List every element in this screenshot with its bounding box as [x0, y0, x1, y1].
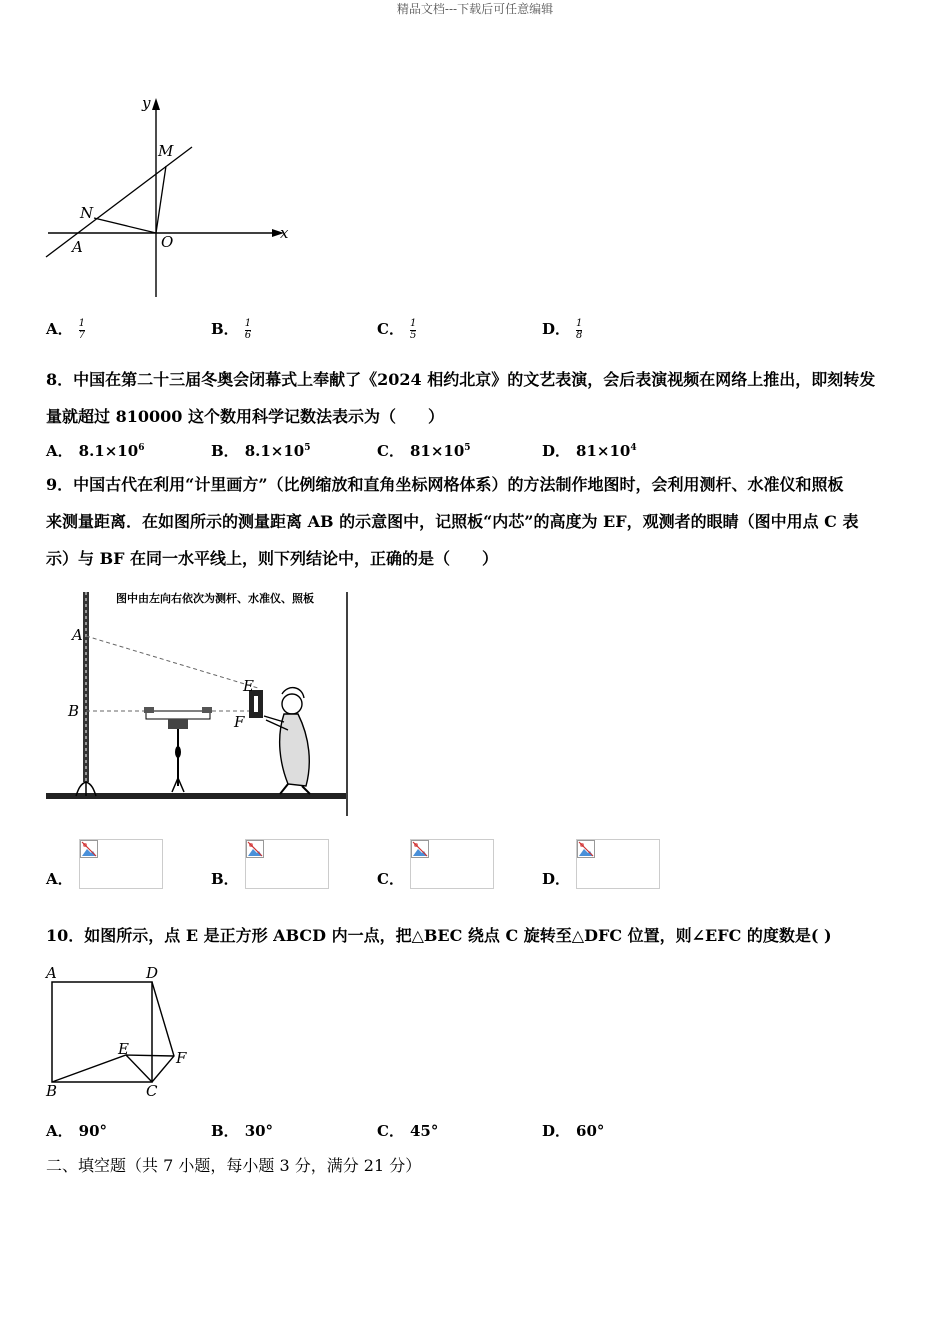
label-N: N	[80, 204, 94, 222]
label-E: E	[118, 1040, 129, 1058]
q8-option-c[interactable]: C． $81\times 10^5$	[377, 442, 471, 460]
q9-option-b[interactable]: B．	[211, 839, 329, 889]
q7-option-c[interactable]: C． $\frac{1}{5}$	[377, 317, 417, 341]
section-heading: 二、填空题（共 7 小题，每小题 3 分，满分 21 分）	[46, 1156, 422, 1175]
q9-text-line1: 9．中国古代在利用“计里画方”（比例缩放和直角坐标网格体系）的方法制作地图时，会利用测杆、水准仪和照板	[46, 475, 844, 494]
label-M: M	[158, 142, 174, 160]
broken-image-icon	[411, 840, 429, 858]
option-image-placeholder	[410, 839, 494, 889]
broken-image-icon	[577, 840, 595, 858]
label-F: F	[234, 713, 245, 731]
fraction: $\frac{1}{6}$	[244, 317, 252, 341]
fraction: $\frac{1}{7}$	[78, 317, 86, 341]
q7-option-d[interactable]: D． $\frac{1}{8}$	[542, 317, 583, 341]
label-B: B	[46, 1082, 58, 1100]
broken-image-icon	[80, 840, 98, 858]
q8-text-line1: 8．中国在第二十三届冬奥会闭幕式上奉献了《2024 相约北京》的文艺表演，会后表演视频在网络上推出，即刻转发	[46, 370, 876, 389]
figure-caption: 图中由左向右依次为测杆、水准仪、照板	[116, 592, 314, 605]
q9-surveying-figure	[44, 588, 352, 820]
q10-option-d[interactable]: D． 60°	[542, 1122, 605, 1140]
q10-option-c[interactable]: C． 45°	[377, 1122, 439, 1140]
label-A: A	[72, 626, 83, 644]
label-A: A	[46, 964, 57, 982]
broken-image-icon	[246, 840, 264, 858]
q8-option-a[interactable]: A． $8.1\times 10^6$	[46, 442, 145, 460]
q7-option-a[interactable]: A． $\frac{1}{7}$	[46, 317, 86, 341]
label-y: y	[142, 94, 151, 112]
q10-option-a[interactable]: A． 90°	[46, 1122, 108, 1140]
fraction: $\frac{1}{8}$	[576, 317, 583, 341]
q9-option-c[interactable]: C．	[377, 839, 494, 889]
page-header: 精品文档---下载后可任意编辑	[396, 2, 554, 16]
q9-option-a[interactable]: A．	[46, 839, 163, 889]
label-D: D	[146, 964, 159, 982]
q10-square-figure	[40, 962, 200, 1102]
q10-option-b[interactable]: B． 30°	[211, 1122, 274, 1140]
label-x: x	[280, 224, 289, 242]
q9-text-line2: 来测量距离．在如图所示的测量距离 AB 的示意图中，记照板“内芯”的高度为 EF，观测者的眼睛（图中用点 C 表	[46, 512, 859, 531]
q9-option-d[interactable]: D．	[542, 839, 660, 889]
q9-text-line3: 示）与 BF 在同一水平线上，则下列结论中，正确的是（ ）	[46, 549, 499, 568]
q8-option-d[interactable]: D． $81\times 10^4$	[542, 442, 637, 460]
label-C: C	[146, 1082, 158, 1100]
fraction: $\frac{1}{5}$	[409, 317, 417, 341]
label-O: O	[161, 233, 174, 251]
label-E: E	[243, 677, 254, 695]
label-F: F	[176, 1049, 187, 1067]
q7-coordinate-figure	[40, 92, 300, 302]
option-image-placeholder	[79, 839, 163, 889]
option-image-placeholder	[576, 839, 660, 889]
q8-text-line2: 量就超过 810000 这个数用科学记数法表示为（ ）	[46, 407, 444, 426]
option-image-placeholder	[245, 839, 329, 889]
q7-option-b[interactable]: B． $\frac{1}{6}$	[211, 317, 252, 341]
label-A: A	[72, 238, 83, 256]
q10-text-line1: 10．如图所示，点 E 是正方形 ABCD 内一点，把△BEC 绕点 C 旋转至△DFC 位置，则∠EFC 的度数是( )	[46, 926, 832, 945]
q8-option-b[interactable]: B． $8.1\times 10^5$	[211, 442, 311, 460]
label-B: B	[68, 702, 80, 720]
